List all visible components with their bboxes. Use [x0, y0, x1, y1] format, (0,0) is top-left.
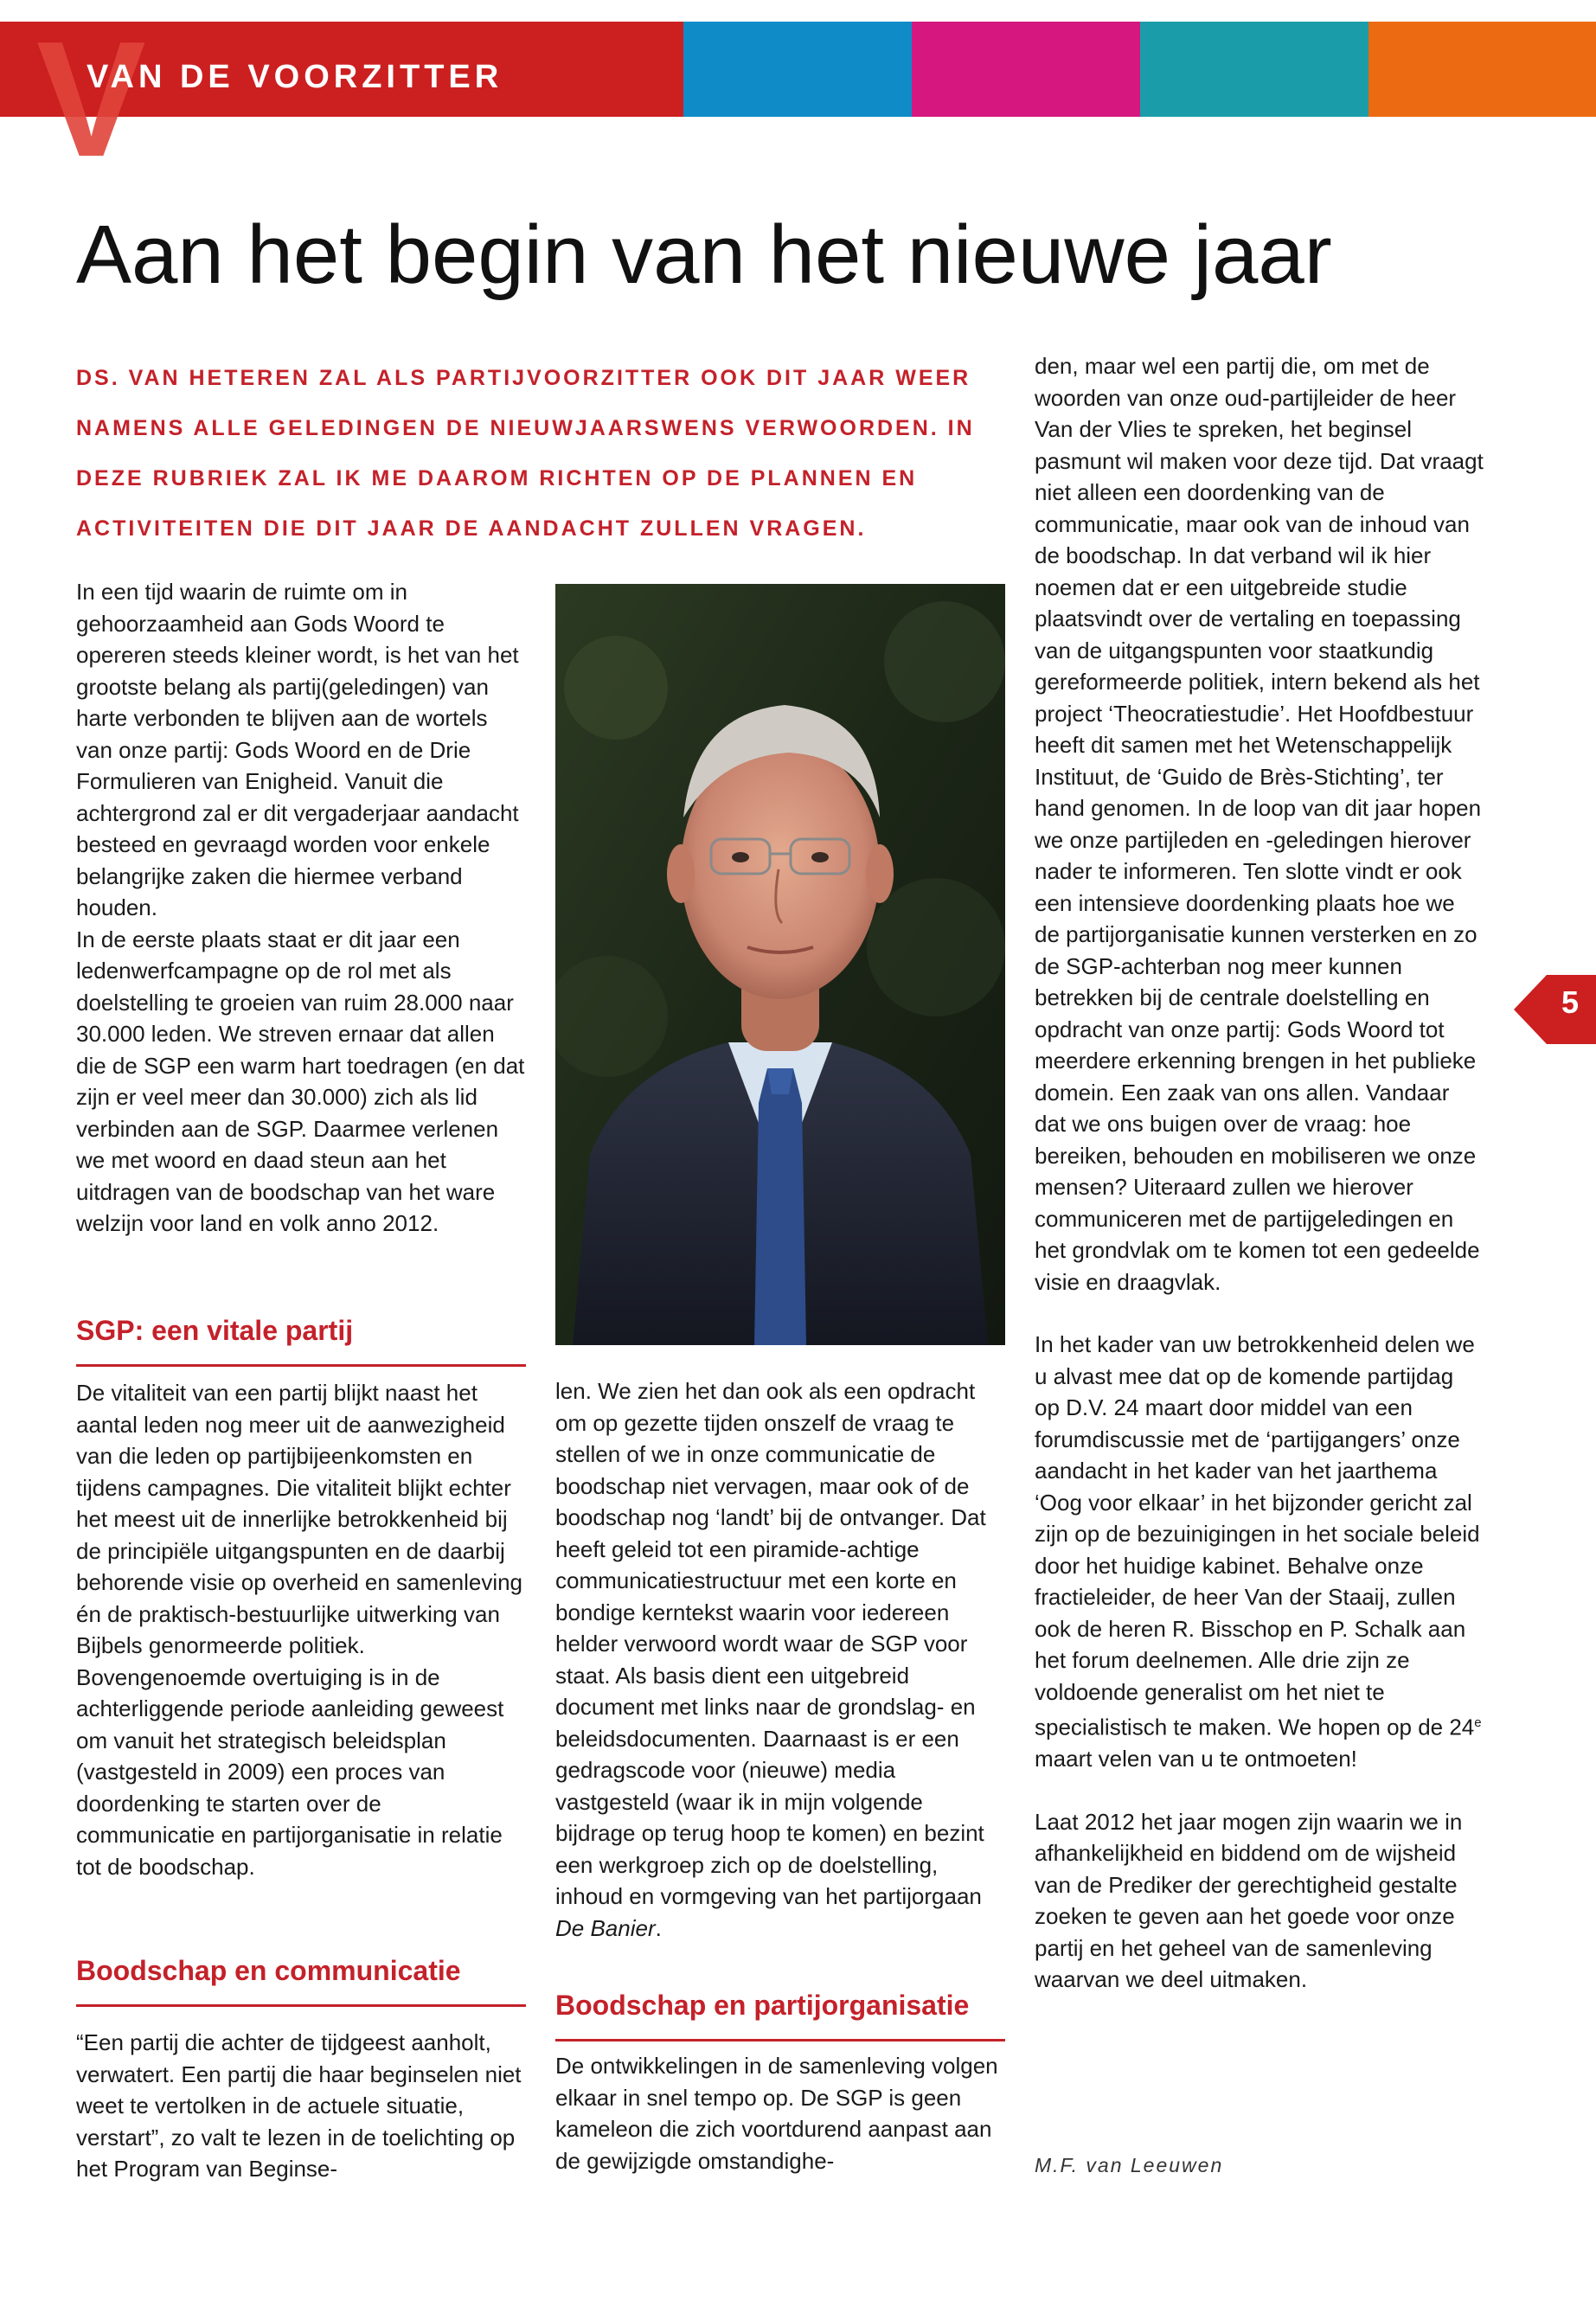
left-column-middle: [76, 1377, 526, 1882]
paragraph-text: In het kader van uw betrokkenheid delen we u alvast mee dat op de komende partijdag op D.V. 24 maart door middel van een forumdiscussie met de ‘partijgangers’ onze aandacht in het kader van het jaarthema ‘Oog voor elkaar’ in het bijzonder gericht zal zijn op de bezuinigingen in het sociale beleid door het huidige kabinet. Behalve onze fractieleider, de heer Van der Staaij, zullen ook de heren R. Bisschop en P. Schalk aan het forum deelnemen. Alle drie zijn ze voldoende generalist om het niet te specialistisch te maken. We hopen op de 24: [1035, 1331, 1480, 1740]
paragraph: In een tijd waarin de ruimte om in gehoorzaamheid aan Gods Woord te opereren steeds kleiner wordt, is het van het grootste belang als partij(geledingen) van harte verbonden te blijven aan de wortels van onze partij: Gods Woord en de Drie Formulieren van Enigheid. Vanuit die achtergrond zal er dit vergaderjaar aandacht besteed en gevraagd worden voor enkele belangrijke zaken die hiermee verband houden.: [76, 579, 519, 920]
publication-name: De Banier: [555, 1914, 656, 1941]
page-number-tab: [1514, 975, 1596, 1044]
section-letter-logo: V: [36, 8, 146, 191]
header-band-orange: [1368, 22, 1596, 117]
paragraph: Bovengenoemde overtuiging is in de achterliggende periode aanleiding geweest om vanuit het strategisch beleidsplan (vastgesteld in 2009) een proces van doordenking te starten over de communicatie en partijorganisatie in relatie tot de boodschap.: [76, 1663, 504, 1880]
section-label: VAN DE VOORZITTER: [87, 59, 503, 95]
paragraph-text-end: maart velen van u te ontmoeten!: [1035, 1746, 1357, 1772]
article-intro: DS. VAN HETEREN ZAL ALS PARTIJVOORZITTER OOK DIT JAAR WEER NAMENS ALLE GELEDINGEN DE NIEUWJAARSWENS VERWOORDEN. IN DEZE RUBRIEK ZAL IK ME DAAROM RICHTEN OP DE PLANNEN EN ACTIVITEITEN DIE DIT JAAR DE AANDACHT ZULLEN VRAGEN.: [76, 366, 975, 541]
header-band-teal: [1140, 22, 1368, 117]
paragraph-text: len. We zien het dan ook als een opdracht om op gezette tijden onszelf de vraag te stellen of we in onze communicatie de boodschap niet vervagen, maar ook of de boodschap nog ‘landt’ bij de ontvanger. Dat heeft geleid tot een piramide-achtige communicatiestructuur met een korte en bondige kerntekst waarin voor iedereen helder verwoord wordt waar de SGP voor staat. Als basis dient een uitgebreid document met links naar de grondslag- en beleidsdocumenten. Daarnaast is er een gedragscode voor (nieuwe) media vastgesteld (waar ik in mijn volgende bijdrage op terug hoop te komen) en bezint een werkgroep zich op de doelstelling, inhoud en vormgeving van het partijorgaan: [555, 1378, 986, 1909]
paragraph: In de eerste plaats staat er dit jaar een ledenwerfcampagne op de rol met als doelstelling te groeien van ruim 28.000 naar 30.000 leden. We streven ernaar dat allen die de SGP een warm hart toedragen (en dat zijn er veel meer dan 30.000) zich als lid verbinden aan de SGP. Daarmee verlenen we met woord en daad steun aan het uitdragen van de boodschap van het ware welzijn voor land en volk anno 2012.: [76, 926, 525, 1236]
subheading-boodschap-partijorganisatie: Boodschap en partijorganisatie: [555, 1990, 1005, 2041]
paragraph: De vitaliteit van een partij blijkt naast het aantal leden nog meer uit de aanwezigheid van die leden op partijbijeenkomsten en tijdens campagnes. Die vitaliteit blijkt echter het meest uit de innerlijke betrokkenheid bij de principiële uitgangspunten en de daarbij behorende visie op overheid en samenleving én de praktisch-bestuurlijke uitwerking van Bijbels genormeerde politiek.: [76, 1380, 523, 1658]
paragraph: [555, 1375, 1005, 1944]
paragraph: Laat 2012 het jaar mogen zijn waarin we in afhankelijkheid en biddend om de wijsheid van de Prediker der gerechtigheid gestalte zoeken te geven aan het goede voor onze partij en het geheel van de samenleving waarvan we deel uitmaken.: [1035, 1808, 1463, 1993]
paragraph: De ontwikkelingen in de samenleving volgen elkaar in snel tempo op. De SGP is geen kameleon die zich voortdurend aanpast aan de gewijzigde omstandighe-: [555, 2053, 998, 2174]
subheading-boodschap-communicatie: Boodschap en communicatie: [76, 1955, 526, 2007]
middle-column-bottom: [555, 2050, 1005, 2176]
right-column: [1035, 350, 1484, 1996]
portrait-photo: [555, 584, 1005, 1345]
left-column-bottom: [76, 2027, 526, 2185]
paragraph-end: .: [655, 1914, 662, 1941]
author-signature: M.F. van Leeuwen: [1035, 2154, 1224, 2176]
header-band-magenta: [912, 22, 1140, 117]
article-title: Aan het begin van het nieuwe jaar: [76, 208, 1332, 301]
portrait-illustration: [555, 584, 1005, 1345]
header-band-blue: [683, 22, 912, 117]
subheading-vitale-partij: SGP: een vitale partij: [76, 1315, 526, 1367]
paragraph: “Een partij die achter de tijdgeest aanholt, verwatert. Een partij die haar beginselen niet weet te vertolken in de actuele situatie, verstart”, zo valt te lezen in de toelichting op het Program van Beginse-: [76, 2029, 522, 2182]
middle-column-top: [555, 1375, 1005, 1944]
paragraph: den, maar wel een partij die, om met de woorden van onze oud-partijleider de heer Van der Vlies te spreken, het beginsel pasmunt wil maken voor deze tijd. Dat vraagt niet alleen een doordenking van de communicatie, maar ook van de inhoud van de boodschap. In dat verband wil ik hier noemen dat er een uitgebreide studie plaatsvindt over de vertaling en toepassing van de uitgangspunten voor staatkundig gereformeerde politiek, intern bekend als het project ‘Theocratiestudie’. Het Hoofdbestuur heeft dit samen met het Wetenschappelijk Instituut, de ‘Guido de Brès-Stichting’, ter hand genomen. In de loop van dit jaar hopen we onze partijleden en -geledingen hierover nader te informeren. Ten slotte vindt er ook een intensieve doordenking plaats hoe we de partijorganisatie kunnen versterken en zo de SGP-achterban nog meer kunnen betrekken bij de centrale doelstelling en opdracht van onze partij: Gods Woord tot meerdere erkenning brengen in het publieke domein. Een zaak van ons allen. Vandaar dat we ons buigen over de vraag: hoe bereiken, behouden en mobiliseren we onze mensen? Uiteraard zullen we hierover communiceren met de partijgeledingen en het grondvlak om te komen tot een gedeelde visie en draagvlak.: [1035, 353, 1484, 1295]
page-number: 5: [1561, 984, 1579, 1020]
superscript: e: [1474, 1715, 1482, 1730]
left-column-top: [76, 576, 526, 1240]
paragraph: [1035, 1329, 1484, 1775]
